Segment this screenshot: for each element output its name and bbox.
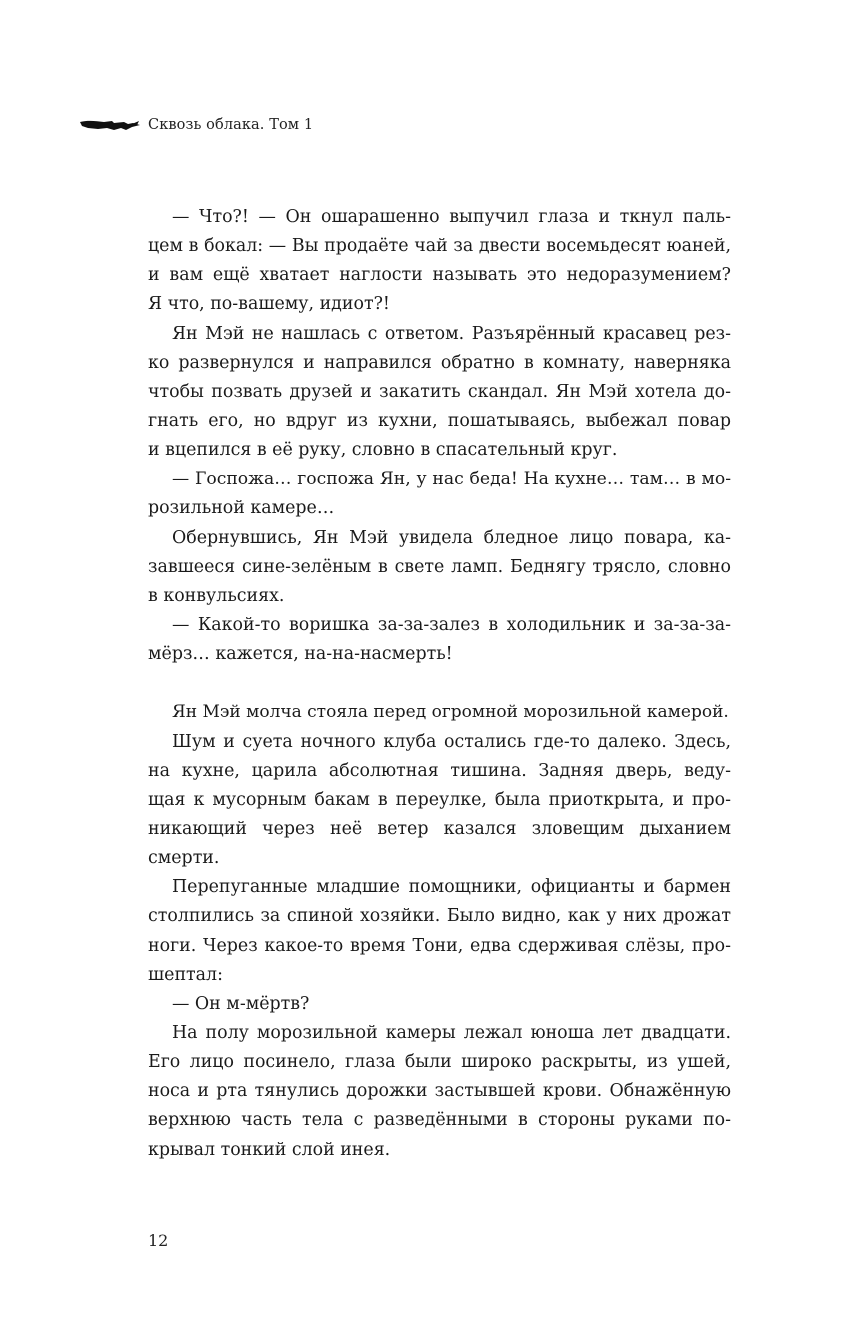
running-header — [80, 113, 313, 137]
body-text — [148, 203, 731, 1165]
text-line: щая к мусорным бакам в переулке, была приоткрыта, и про- — [148, 789, 731, 810]
page-number: 12 — [148, 1231, 169, 1250]
text-line: Перепуганные младшие помощники, официанты и бармен — [172, 877, 731, 898]
paragraph-4 — [148, 524, 731, 611]
text-line: мёрз… кажется, на-на-насмерть! — [148, 644, 453, 665]
paragraph-10 — [148, 1019, 731, 1165]
paragraph-8 — [148, 873, 731, 990]
brush-stroke-ornament-icon — [80, 117, 140, 133]
text-line: — Госпожа… госпожа Ян, у нас беда! На кухне… там… в мо- — [172, 469, 731, 490]
text-line: на кухне, царила абсолютная тишина. Задняя дверь, веду- — [148, 760, 731, 781]
text-line: Я что, по-вашему, идиот?! — [148, 294, 390, 315]
text-line: Ян Мэй молча стояла перед огромной морозильной камерой. — [172, 702, 729, 723]
text-line: и вам ещё хватает наглости называть это недоразумением? — [148, 265, 731, 286]
text-line: На полу морозильной камеры лежал юноша лет двадцати. — [172, 1022, 731, 1043]
paragraph-9 — [148, 990, 731, 1019]
text-line: и вцепился в её руку, словно в спасательный круг. — [148, 440, 618, 461]
paragraph-5 — [148, 611, 731, 669]
text-line: — Он м-мёртв? — [172, 993, 310, 1014]
text-line: носа и рта тянулись дорожки застывшей крови. Обнажённую — [148, 1081, 731, 1102]
text-line: крывал тонкий слой инея. — [148, 1139, 391, 1160]
text-line: ноги. Через какое-то время Тони, едва сдерживая слёзы, про- — [148, 935, 731, 956]
text-line: шептал: — [148, 964, 223, 985]
text-line: Обернувшись, Ян Мэй увидела бледное лицо повара, ка- — [172, 527, 731, 548]
scene-break — [148, 669, 731, 698]
text-line: верхнюю часть тела с разведёнными в стороны руками по- — [148, 1110, 731, 1131]
paragraph-1 — [148, 203, 731, 320]
paragraph-6 — [148, 698, 731, 727]
text-line: Шум и суета ночного клуба остались где-то далеко. Здесь, — [172, 731, 731, 752]
text-line: смерти. — [148, 848, 220, 869]
text-line: — Что?! — Он ошарашенно выпучил глаза и ткнул паль- — [172, 207, 731, 227]
paragraph-3 — [148, 465, 731, 523]
text-line: Ян Мэй не нашлась с ответом. Разъярённый красавец рез- — [172, 323, 731, 344]
text-line: столпились за спиной хозяйки. Было видно, как у них дрожат — [148, 906, 731, 927]
text-line: никающий через неё ветер казался зловещим дыханием — [148, 818, 731, 839]
book-title: Сквозь облака. Том 1 — [148, 117, 314, 133]
text-line: ко развернулся и направился обратно в комнату, наверняка — [148, 352, 731, 373]
paragraph-7 — [148, 728, 731, 874]
paragraph-2 — [148, 320, 731, 466]
text-line: розильной камере… — [148, 498, 335, 519]
text-line: завшееся сине-зелёным в свете ламп. Беднягу трясло, словно — [148, 556, 731, 577]
text-line: Его лицо посинело, глаза были широко раскрыты, из ушей, — [148, 1052, 731, 1073]
text-line: чтобы позвать друзей и закатить скандал. Ян Мэй хотела до- — [148, 381, 731, 402]
text-line: гнать его, но вдруг из кухни, пошатываясь, выбежал повар — [148, 410, 731, 431]
text-line: в конвульсиях. — [148, 585, 285, 606]
text-line: цем в бокал: — Вы продаёте чай за двести восемьдесят юаней, — [148, 236, 731, 257]
text-line: — Какой-то воришка за-за-залез в холодильник и за-за-за- — [172, 614, 731, 635]
